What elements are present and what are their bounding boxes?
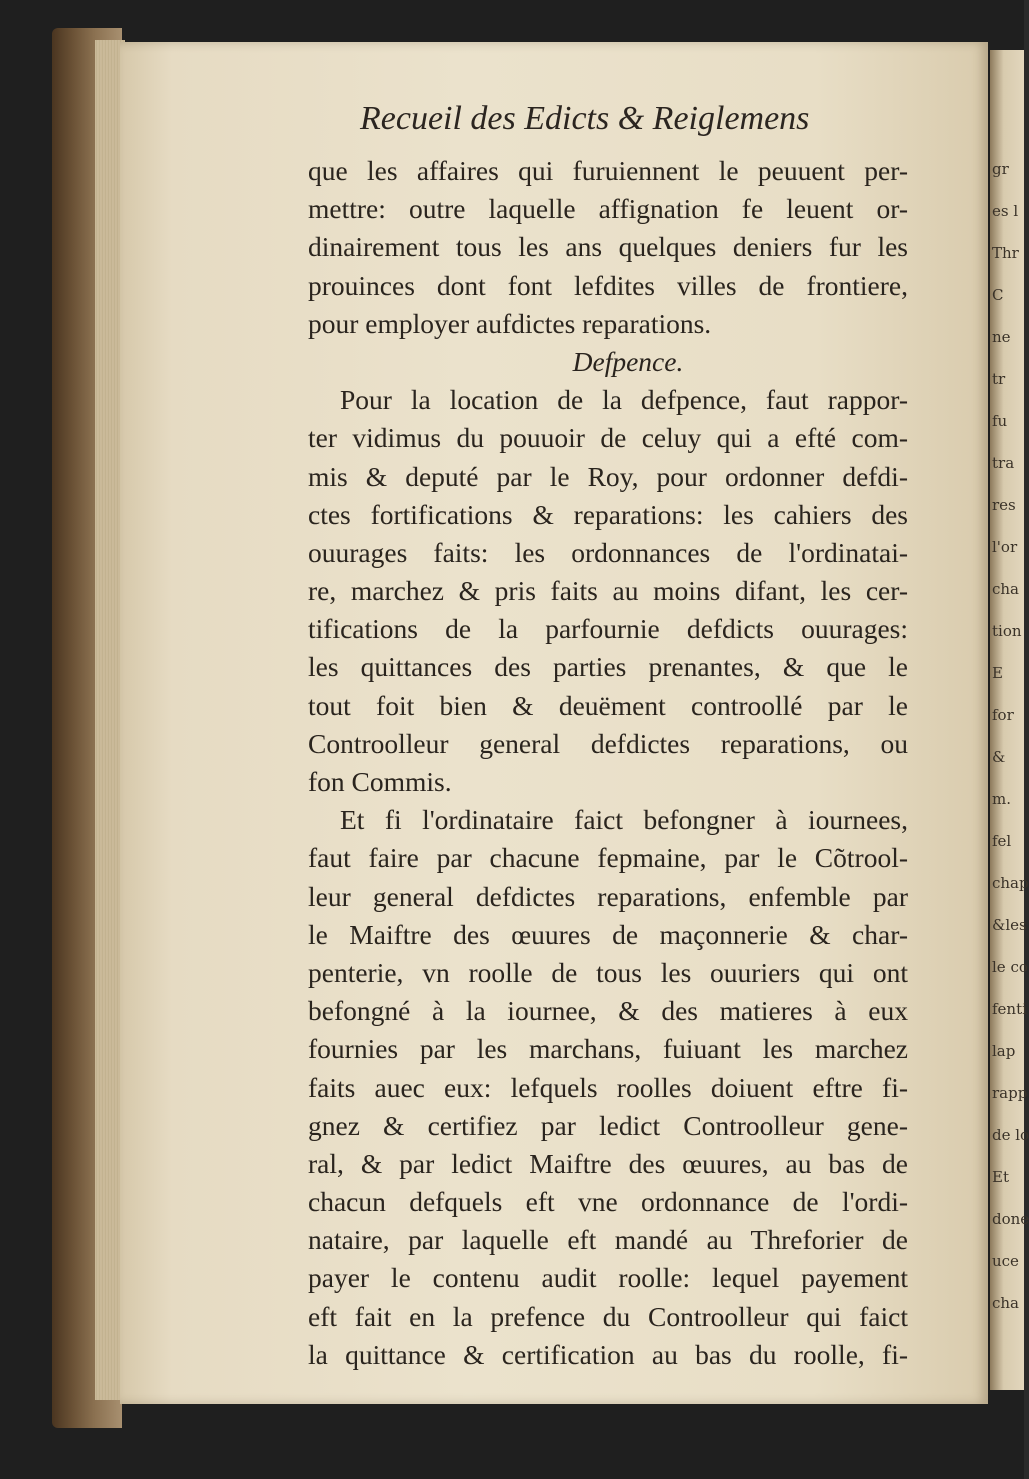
- text-line: prouinces dont font lefdites villes de frontiere,: [308, 269, 908, 301]
- text-line: tifications de la parfournie defdicts ouurages:: [308, 613, 908, 645]
- text-line: befongné à la iournee, & des matieres à eux: [308, 995, 908, 1027]
- right-page-fragment-text: uce: [992, 1252, 1019, 1270]
- right-page-fragment-text: le co: [992, 958, 1028, 976]
- right-page-fragment-text: tr: [992, 370, 1006, 388]
- right-page-fragment-text: de lo: [992, 1126, 1029, 1144]
- text-line: ouurages faits: les ordonnances de l'ordinatai-: [308, 536, 908, 568]
- right-page-fragment-text: &les: [992, 916, 1027, 934]
- right-page-fragment-text: cha: [992, 580, 1020, 598]
- right-page-fragment-text: &: [992, 748, 1006, 766]
- text-line: ter vidimus du pouuoir de celuy qui a efté com-: [308, 422, 908, 454]
- right-page-fragment-text: res: [992, 496, 1016, 514]
- text-line: payer le contenu audit roolle: lequel payement: [308, 1262, 908, 1294]
- right-page-fragment-text: done: [992, 1210, 1029, 1228]
- right-page-fragment-text: fu: [992, 412, 1008, 430]
- text-line: fournies par les marchans, fuiuant les marchez: [308, 1033, 908, 1065]
- text-line: fon Commis.: [308, 766, 452, 797]
- right-page-fragment-text: ne: [992, 328, 1011, 346]
- right-page-fragment-text: fenti: [992, 1000, 1027, 1018]
- text-line: faut faire par chacune fepmaine, par le Cõtrool-: [308, 842, 908, 874]
- text-line: que les affaires qui furuiennent le peuuent per-: [308, 155, 908, 186]
- right-page-fragment-text: l'or: [992, 538, 1018, 556]
- text-line: le Maiftre des œuures de maçonnerie & char-: [308, 918, 908, 950]
- right-page-fragment-text: Thr: [992, 244, 1019, 262]
- right-page-fragment-text: cha: [992, 1294, 1020, 1312]
- right-page-fragment-text: E: [992, 664, 1003, 682]
- text-line: gnez & certifiez par ledict Controolleur gene-: [308, 1109, 908, 1141]
- text-line: faits auec eux: lefquels roolles doiuent eftre fi-: [308, 1071, 908, 1103]
- text-line: les quittances des parties prenantes, & que le: [308, 651, 908, 683]
- right-page-fragment-text: for: [992, 706, 1014, 724]
- right-page-fragment-text: gr: [992, 160, 1009, 178]
- right-page-fragment-text: m.: [992, 790, 1011, 808]
- right-page-fragment: [990, 50, 1029, 1390]
- text-line: Pour la location de la defpence, faut rappor-: [340, 384, 908, 416]
- text-line: ral, & par ledict Maiftre des œuures, au bas de: [308, 1147, 908, 1179]
- text-line: mettre: outre laquelle affignation fe leuent or-: [308, 193, 908, 225]
- text-line: eft fait en la prefence du Controolleur qui faict: [308, 1300, 908, 1332]
- right-page-fragment-text: tion: [992, 622, 1022, 640]
- text-line: la quittance & certification au bas du roolle, fi-: [308, 1338, 908, 1370]
- right-page-fragment-text: fel: [992, 832, 1012, 850]
- text-line: nataire, par laquelle eft mandé au Threforier de: [308, 1224, 908, 1256]
- text-line: leur general defdictes reparations, enfemble par: [308, 880, 908, 912]
- text-line: mis & deputé par le Roy, pour ordonner defdi-: [308, 460, 908, 492]
- text-line: ctes fortifications & reparations: les cahiers des: [308, 498, 908, 530]
- right-page-fragment-text: chap: [992, 874, 1029, 892]
- text-line: pour employer aufdictes reparations.: [308, 307, 712, 339]
- text-line: penterie, vn roolle de tous les ouuriers qui ont: [308, 956, 908, 988]
- text-line: re, marchez & pris faits au moins difant, les cer-: [308, 575, 908, 607]
- right-page-fragment-text: C: [992, 286, 1004, 304]
- text-line: Et fi l'ordinataire faict befongner à iournees,: [340, 804, 908, 836]
- right-page-fragment-text: tra: [992, 454, 1015, 472]
- text-line: Defpence.: [572, 345, 684, 377]
- right-page-fragment-text: es l: [992, 202, 1019, 220]
- right-page-fragment-text: lap: [992, 1042, 1016, 1060]
- running-header: Recueil des Edicts & Reiglemens: [360, 100, 810, 137]
- right-page-fragment-text: Et: [992, 1168, 1009, 1186]
- text-line: tout foit bien & deuëment controollé par le: [308, 689, 908, 721]
- text-line: chacun defquels eft vne ordonnance de l'ordi-: [308, 1186, 908, 1218]
- page-body-text: [308, 152, 908, 1374]
- text-line: dinairement tous les ans quelques deniers fur les: [308, 231, 908, 263]
- text-line: Controolleur general defdictes reparations, ou: [308, 727, 908, 759]
- right-page-fragment-text: rapp: [992, 1084, 1028, 1102]
